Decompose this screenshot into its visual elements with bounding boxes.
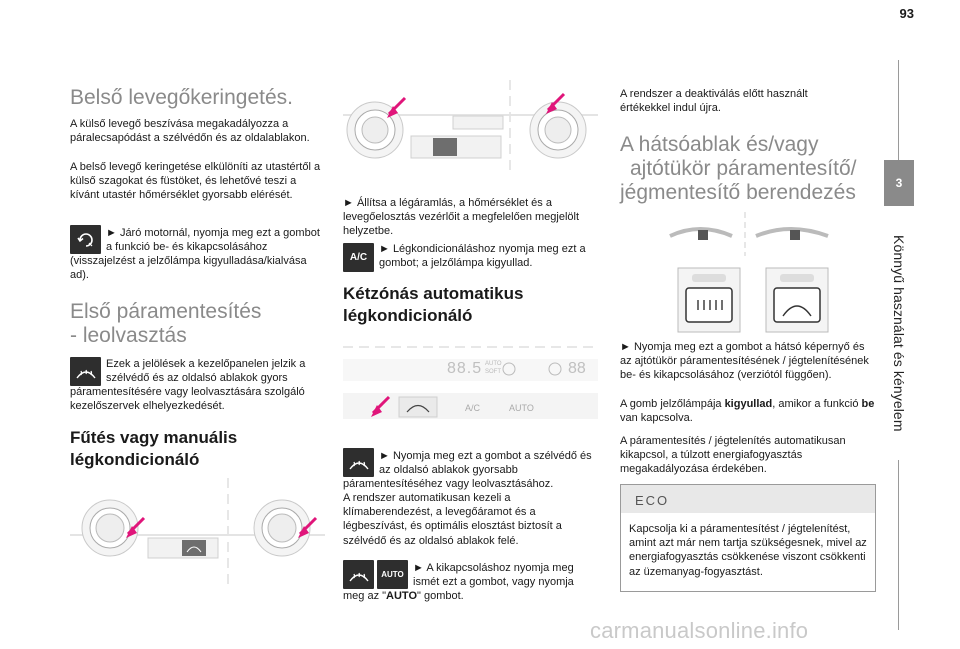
windshield-demist-icon: [70, 357, 101, 386]
auto-icon: AUTO: [377, 560, 408, 589]
section-title-rear-demist: A hátsóablak és/vagy ajtótükör páramentesítő/ jégmentesítő berendezés: [620, 133, 857, 204]
eco-text: Kapcsolja ki a páramentesítést / jégtelenítést, amint azt már nem tartja szükségesnek, mivel az energiafogyasztás csökkenése viszont csökkenti az üzemanyag-fogyasztást.: [629, 523, 867, 578]
switch-off-text-b: meg az "AUTO" gombot.: [343, 590, 464, 602]
dual-zone-panel-graphic: [343, 335, 598, 435]
recirculation-text-2: A belső levegő keringetése elkülöníti az utastértől a külső szagokat és füstöket, és lehetővé teszi a kívánt utastér hőmérséklet gyorsabb elérését.: [70, 161, 321, 202]
recirculation-bullet: ► Járó motornál, nyomja meg ezt a gombot a funkció be- és kikapcsolásához: [106, 227, 320, 254]
chapter-tab[interactable]: 3: [884, 160, 914, 206]
panel-auto-label: AUTO: [485, 361, 502, 367]
chapter-title: Könnyű használat és kényelem: [891, 234, 907, 432]
eco-box: [620, 484, 876, 592]
rear-demist-bullet: ► Nyomja meg ezt a gombot a hátsó képernyő és az ajtótükör páramentesítésének / jégtelenítésének be- és kikapcsolásához (verziótól függően).: [620, 341, 869, 382]
auto-off-text: A páramentesítés / jégtelenítés automatikusan kikapcsol, a túlzott energiafogyasztás megakadályozása érdekében.: [620, 435, 846, 476]
windshield-demist-icon: [343, 448, 374, 477]
section-title-dual-zone: Kétzónás automatikus légkondicionáló: [343, 284, 524, 325]
air-distribution-panel-illustration: [343, 80, 598, 175]
windshield-demist-icon-2: [343, 560, 374, 589]
panel-display-left: 88.5: [447, 360, 483, 377]
panel-soft-label: SOFT: [485, 369, 501, 375]
watermark: carmanualsonline.info: [590, 618, 809, 643]
ac-icon: A/C: [343, 243, 374, 272]
auto-management-text: A rendszer automatikusan kezeli a klímaberendezést, a levegőáramot és a légbeszívást, és optimális elosztást biztosít a szélvédő és az oldalsó ablakok felé.: [343, 492, 562, 547]
eco-title: ECO: [621, 485, 875, 513]
panel-auto-button[interactable]: AUTO: [509, 403, 534, 413]
fast-demist-text-b: páramentesítéséhez vagy leolvasztásához.: [343, 478, 554, 490]
manual-ac-panel-illustration: [70, 478, 325, 586]
section-title-manual-ac: Fűtés vagy manuális légkondicionáló: [70, 428, 238, 469]
side-divider-bottom: [898, 460, 899, 630]
front-demist-text-b: páramentesítésére vagy leolvasztására szolgáló kezelőszervek elhelyezkedését.: [70, 386, 305, 413]
rear-demist-buttons-illustration: [640, 212, 850, 337]
page-number: 93: [899, 6, 914, 21]
indicator-text: A gomb jelzőlámpája kigyullad, amikor a funkció be van kapcsolva.: [620, 398, 875, 425]
recirculation-text-1: A külső levegő beszívása megakadályozza a páralecsapódást a szélvédőn és az oldalablakon.: [70, 118, 310, 145]
recirculation-icon: [70, 225, 101, 254]
section-title-front-demist: Első páramentesítés - leolvasztás: [70, 300, 262, 347]
side-divider: [898, 60, 899, 160]
air-settings-text: ► Állítsa a légáramlás, a hőmérséklet és a levegőelosztás vezérlőit a megfelelően megjelölt helyzetbe.: [343, 197, 580, 238]
ac-bullet: ► Légkondicionáláshoz nyomja meg ezt a gombot; a jelzőlámpa kigyullad.: [379, 243, 586, 270]
panel-ac-button[interactable]: A/C: [465, 403, 481, 413]
dual-zone-panel-illustration: [343, 335, 598, 435]
recirculation-bullet-cont: (visszajelzést a jelzőlámpa kigyulladása/kialvása ad).: [70, 255, 307, 282]
section-title-recirculation: Belső levegőkeringetés.: [70, 86, 293, 109]
fast-demist-text-a: ► Nyomja meg ezt a gombot a szélvédő és az oldalsó ablakok gyorsabb: [379, 450, 592, 477]
front-demist-text-a: Ezek a jelölések a kezelőpanelen jelzik a szélvédő és az oldalsó ablakok gyors: [106, 358, 306, 385]
panel-display-right: 88: [568, 360, 586, 377]
switch-off-text-a: ► A kikapcsoláshoz nyomja meg ismét ezt a gombot, vagy nyomja: [413, 562, 574, 589]
restart-text: A rendszer a deaktiválás előtt használt értékekkel indul újra.: [620, 88, 808, 115]
